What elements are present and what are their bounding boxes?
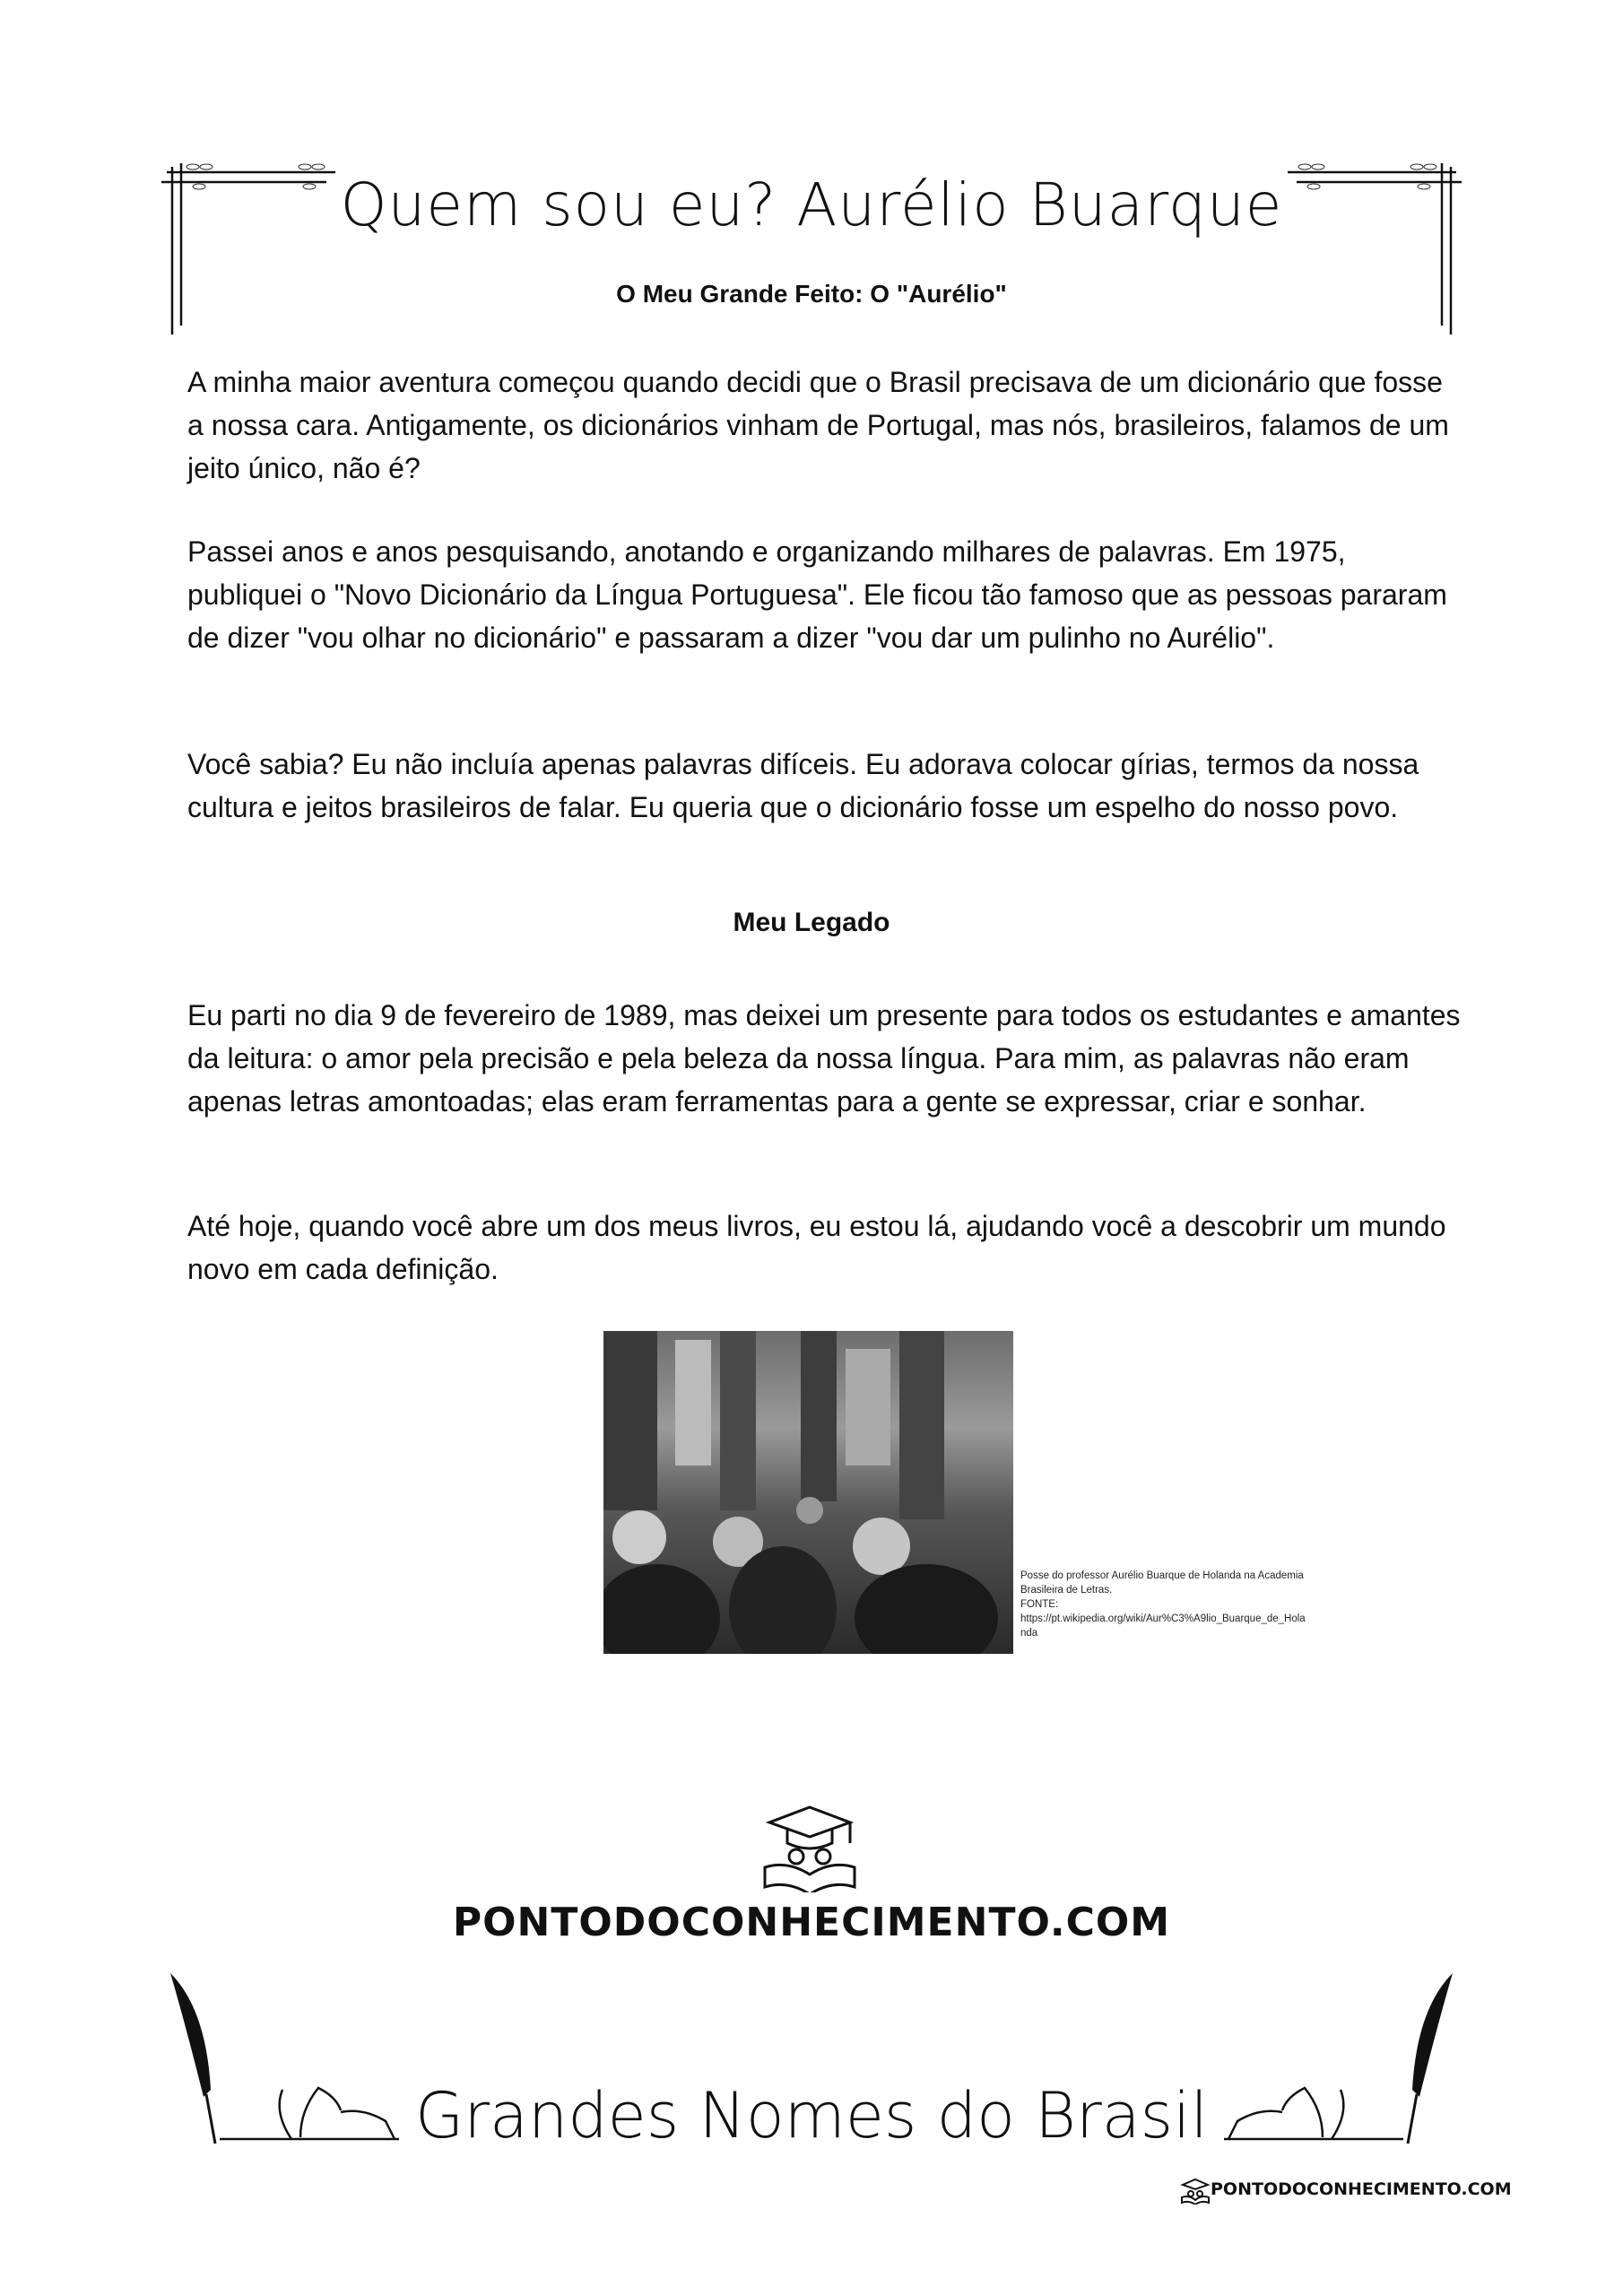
section-subtitle: O Meu Grande Feito: O "Aurélio" — [616, 280, 1007, 308]
photo-caption — [1020, 1569, 1343, 1640]
page-title: Quem sou eu? Aurélio Buarque — [340, 170, 1283, 239]
paragraph: Você sabia? Eu não incluía apenas palavras difíceis. Eu adorava colocar gírias, termos da nossa cultura e jeitos brasileiros de falar. Eu queria que o dicionário fosse um espelho do nosso povo. — [187, 748, 1419, 823]
caption-line: https://pt.wikipedia.org/wiki/Aur%C3%A9lio_Buarque_de_Hola — [1020, 1613, 1306, 1624]
caption-line: Posse do professor Aurélio Buarque de Holanda na Academia Brasileira de Letras. — [1020, 1570, 1304, 1596]
caption-line: nda — [1020, 1628, 1038, 1639]
paragraph: A minha maior aventura começou quando decidi que o Brasil precisava de um dicionário que fosse a nossa cara. Antigamente, os dicionários vinham de Portugal, mas nós, brasileiros, falamos de um jeito único, não é? — [187, 366, 1449, 484]
paragraph: Passei anos e anos pesquisando, anotando e organizando milhares de palavras. Em 1975, publiquei o "Novo Dicionário da Língua Portuguesa". Ele ficou tão famoso que as pessoas pararam de dizer "vou olhar no dicionário" e passaram a dizer "vou dar um pulinho no Aurélio". — [187, 535, 1447, 654]
site-name: PONTODOCONHECIMENTO.COM — [452, 1900, 1171, 1945]
paragraph: Até hoje, quando você abre um dos meus livros, eu estou lá, ajudando você a descobrir um mundo novo em cada definição. — [187, 1210, 1446, 1285]
series-title: Grandes Nomes do Brasil — [414, 2079, 1209, 2152]
graduation-book-logo-icon — [760, 1803, 859, 1892]
paragraph: Eu parti no dia 9 de fevereiro de 1989, mas deixei um presente para todos os estudantes e amantes da leitura: o amor pela precisão e pela beleza da nossa língua. Para mim, as palavras não eram apenas letras amontoadas; elas eram ferramentas para a gente se expressar, criar e sonhar. — [187, 999, 1461, 1118]
caption-line: FONTE: — [1020, 1599, 1059, 1610]
small-logo-icon — [1180, 2178, 1211, 2205]
small-site-name: PONTODOCONHECIMENTO.COM — [1211, 2179, 1512, 2199]
legacy-heading: Meu Legado — [733, 908, 890, 937]
ceremony-photo — [603, 1331, 1013, 1654]
